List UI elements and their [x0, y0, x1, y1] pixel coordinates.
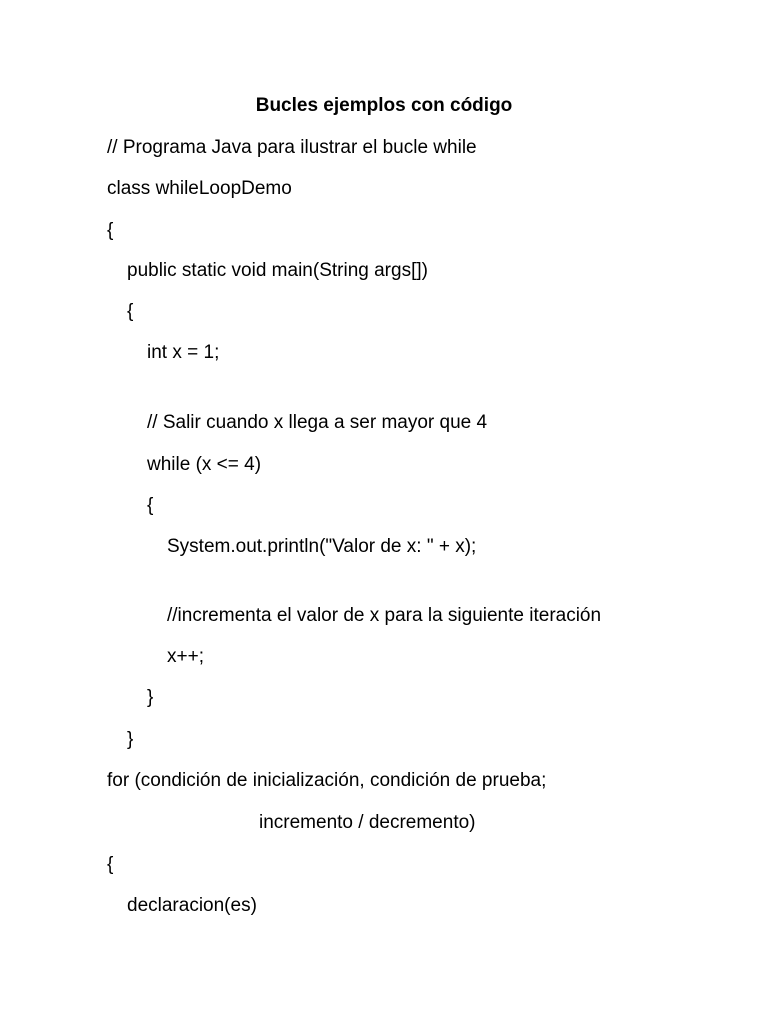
code-line: incremento / decremento): [259, 812, 476, 833]
code-line: {: [107, 854, 114, 875]
code-line: }: [127, 729, 134, 750]
code-line: class whileLoopDemo: [107, 178, 292, 199]
code-line: //incrementa el valor de x para la siguiente iteración: [167, 605, 602, 626]
code-line: public static void main(String args[]): [127, 260, 428, 281]
code-line: while (x <= 4): [147, 454, 262, 475]
code-line: }: [147, 687, 154, 708]
code-line: {: [107, 220, 114, 241]
code-line: {: [147, 495, 154, 516]
code-line: {: [127, 301, 134, 322]
page-title: Bucles ejemplos con código: [255, 95, 513, 116]
code-line: int x = 1;: [147, 342, 220, 363]
code-line: // Salir cuando x llega a ser mayor que 4: [147, 412, 488, 433]
code-line: // Programa Java para ilustrar el bucle while: [107, 137, 477, 158]
code-line: System.out.println("Valor de x: " + x);: [167, 536, 477, 557]
code-line: for (condición de inicialización, condición de prueba;: [107, 770, 547, 791]
code-line: x++;: [167, 646, 204, 667]
code-line: declaracion(es): [127, 895, 257, 916]
